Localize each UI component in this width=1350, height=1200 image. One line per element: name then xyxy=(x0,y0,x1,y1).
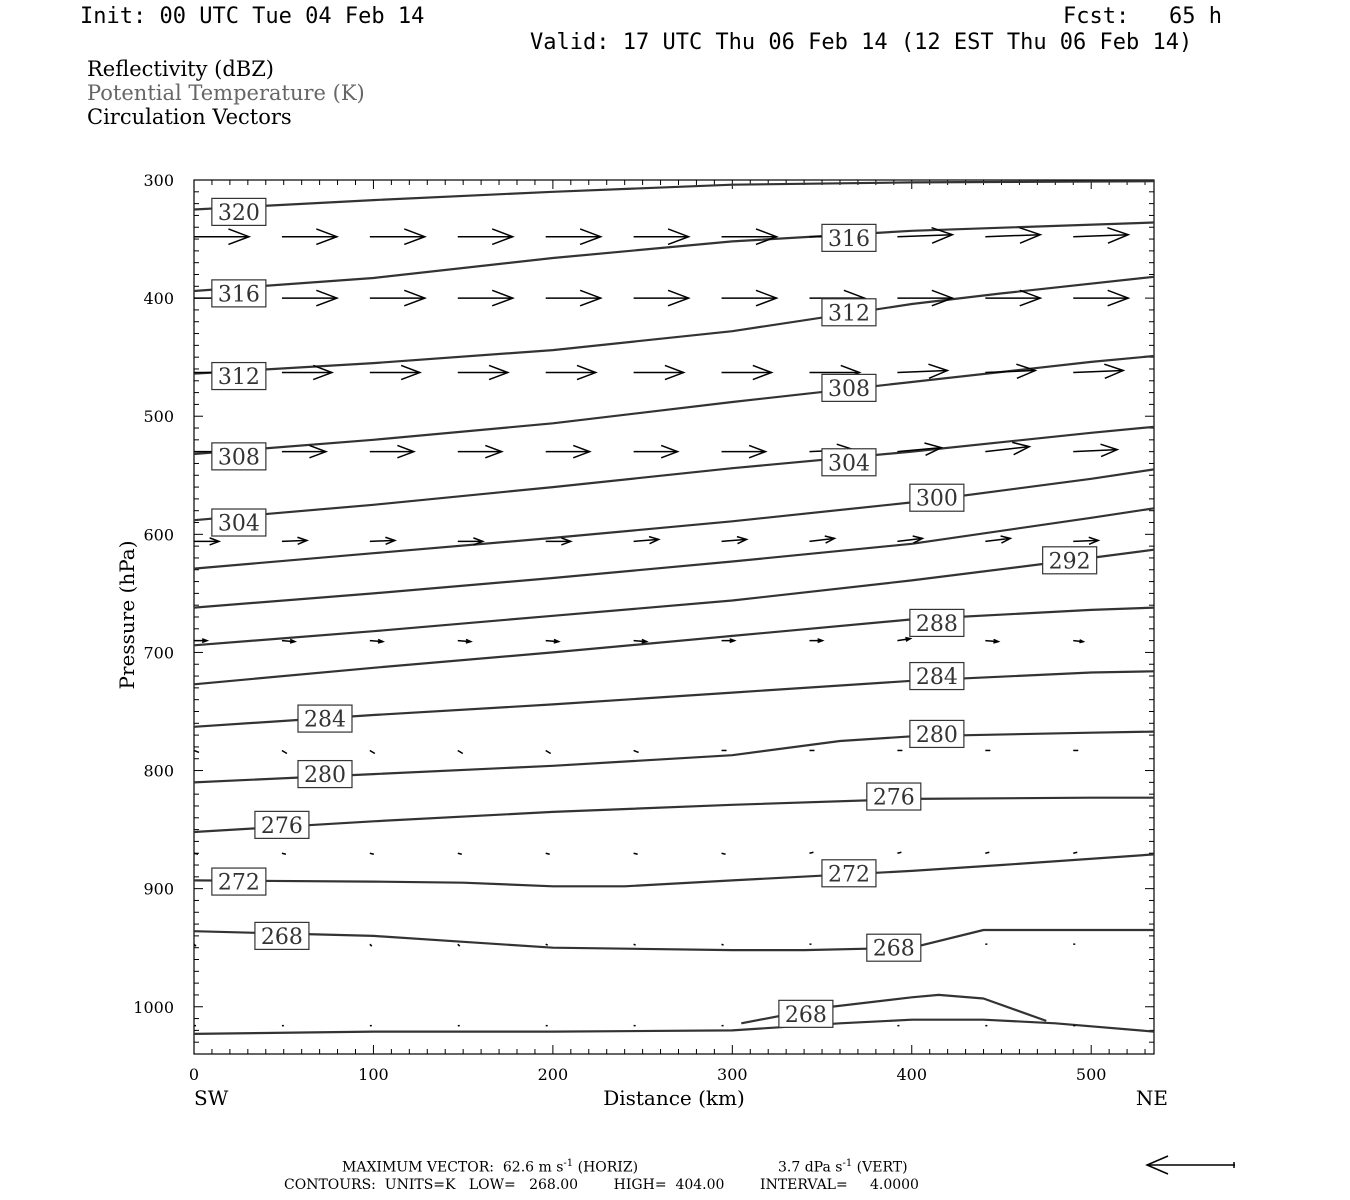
contour-label: 280 xyxy=(303,763,346,789)
x-tick-label: 400 xyxy=(896,1065,928,1084)
vert-label: (VERT) xyxy=(852,1159,908,1176)
circulation-vector xyxy=(458,853,462,854)
circulation-vector xyxy=(985,235,1040,237)
contour-label: 320 xyxy=(217,200,260,226)
y-tick-label: 700 xyxy=(143,643,174,663)
isentrope-268 xyxy=(194,930,1154,950)
legend-reflectivity: Reflectivity (dBZ) xyxy=(87,57,275,81)
circulation-vector xyxy=(897,371,947,373)
isentrope-292 xyxy=(194,550,1154,646)
circulation-vector xyxy=(1073,235,1128,237)
circulation-vector xyxy=(1073,450,1117,452)
circulation-vector xyxy=(370,853,374,854)
contour-label: 300 xyxy=(915,486,958,512)
circulation-vector xyxy=(194,750,199,752)
contour-label: 308 xyxy=(217,445,260,471)
circulation-vector xyxy=(985,371,1035,373)
legend-circulation-vectors: Circulation Vectors xyxy=(87,105,292,129)
circulation-vector xyxy=(634,853,638,854)
y-tick-label: 800 xyxy=(143,761,174,781)
circulation-vector xyxy=(458,944,460,946)
x-tick-label: 300 xyxy=(717,1065,748,1084)
max-vector-info xyxy=(342,1158,638,1176)
reference-vector-arrow xyxy=(1147,1156,1235,1174)
contour-label: 304 xyxy=(827,451,870,477)
contour-label: 316 xyxy=(217,282,260,308)
contour-label: 276 xyxy=(260,813,303,839)
y-tick-label: 600 xyxy=(143,525,174,545)
contour-label: 280 xyxy=(915,722,958,748)
isentrope-288 xyxy=(194,608,1154,685)
isentrope-300 xyxy=(194,469,1154,568)
contour-label: 308 xyxy=(827,376,870,402)
circulation-vector xyxy=(458,750,463,753)
x-tick-label: 200 xyxy=(537,1065,569,1084)
horiz-label: (HORIZ) xyxy=(573,1159,639,1176)
circulation-vector xyxy=(282,750,287,753)
contour-label: 312 xyxy=(217,365,260,391)
y-axis-title: Pressure (hPa) xyxy=(115,540,139,690)
max-vector-horiz: MAXIMUM VECTOR: 62.6 m s xyxy=(342,1159,564,1176)
plot-border xyxy=(194,180,1154,1054)
y-tick-label: 400 xyxy=(143,289,174,309)
isentrope-312 xyxy=(194,277,1154,374)
contour-label: 292 xyxy=(1048,549,1091,575)
circulation-vector xyxy=(897,235,952,237)
max-vector-vert-exp: -1 xyxy=(842,1158,853,1169)
valid-time: Valid: 17 UTC Thu 06 Feb 14 (12 EST Thu 06 Feb 14) xyxy=(530,30,1193,55)
contour-label: 304 xyxy=(217,511,260,537)
circulation-vector xyxy=(985,447,1029,452)
isentrope-320 xyxy=(194,181,1154,209)
x-axis-title: Distance (km) xyxy=(603,1086,745,1110)
contour-label: 268 xyxy=(784,1002,827,1028)
circulation-vector xyxy=(722,944,724,945)
isentrope-272 xyxy=(194,854,1154,886)
x-endpoint-left: SW xyxy=(194,1086,229,1110)
contour-label: 284 xyxy=(915,665,958,691)
y-tick-label: 300 xyxy=(143,171,174,190)
contour-label: 276 xyxy=(872,785,915,811)
circulation-vector xyxy=(1073,852,1077,853)
isentrope-316 xyxy=(194,223,1154,292)
circulation-vector xyxy=(985,852,989,853)
isentrope-296 xyxy=(194,508,1154,607)
isentrope-304 xyxy=(194,427,1154,520)
circulation-vector xyxy=(634,750,639,752)
circulation-vector xyxy=(370,944,372,946)
legend-potential-temperature: Potential Temperature (K) xyxy=(87,81,365,105)
isentrope-308 xyxy=(194,356,1154,454)
circulation-vector xyxy=(809,852,813,853)
isentrope-layer xyxy=(194,181,1154,1034)
circulation-vector xyxy=(546,944,548,945)
contour-label: 268 xyxy=(872,936,915,962)
y-tick-label: 500 xyxy=(143,407,174,427)
circulation-vector xyxy=(1073,371,1123,373)
max-vector-vert: 3.7 dPa s xyxy=(778,1159,843,1176)
circulation-vector xyxy=(634,944,636,945)
circulation-vector xyxy=(722,853,726,854)
x-tick-label: 500 xyxy=(1075,1065,1107,1084)
circulation-vector xyxy=(546,750,551,753)
contour-label: 288 xyxy=(915,611,958,637)
isentrope-276 xyxy=(194,798,1154,832)
contour-label: 284 xyxy=(303,707,346,733)
contour-label: 272 xyxy=(827,862,870,888)
max-vector-horiz-exp: -1 xyxy=(563,1158,574,1169)
isentrope-surface xyxy=(194,1020,1154,1034)
contour-label-layer xyxy=(212,198,1097,1027)
max-vector-vert-info xyxy=(778,1158,908,1176)
plot-frame xyxy=(194,180,1154,1054)
contour-label: 268 xyxy=(260,924,303,950)
contour-label: 316 xyxy=(827,226,870,252)
y-tick-label: 900 xyxy=(143,879,174,899)
forecast-hour: Fcst: 65 h xyxy=(1063,4,1222,29)
contour-label: 312 xyxy=(827,301,870,327)
circulation-vector xyxy=(194,853,198,854)
vector-layer xyxy=(194,228,1128,1026)
circulation-vector xyxy=(370,750,375,753)
contour-info: CONTOURS: UNITS=K LOW= 268.00 HIGH= 404.00 INTERVAL= 4.0000 xyxy=(284,1177,919,1193)
contour-label: 272 xyxy=(217,870,260,896)
init-time: Init: 00 UTC Tue 04 Feb 14 xyxy=(80,4,425,29)
circulation-vector xyxy=(282,853,286,854)
x-tick-label: 0 xyxy=(188,1065,200,1084)
x-tick-label: 100 xyxy=(358,1065,389,1084)
y-tick-label: 1000 xyxy=(133,997,174,1017)
circulation-vector xyxy=(546,853,550,854)
circulation-vector xyxy=(897,852,901,853)
x-endpoint-right: NE xyxy=(1135,1086,1168,1110)
